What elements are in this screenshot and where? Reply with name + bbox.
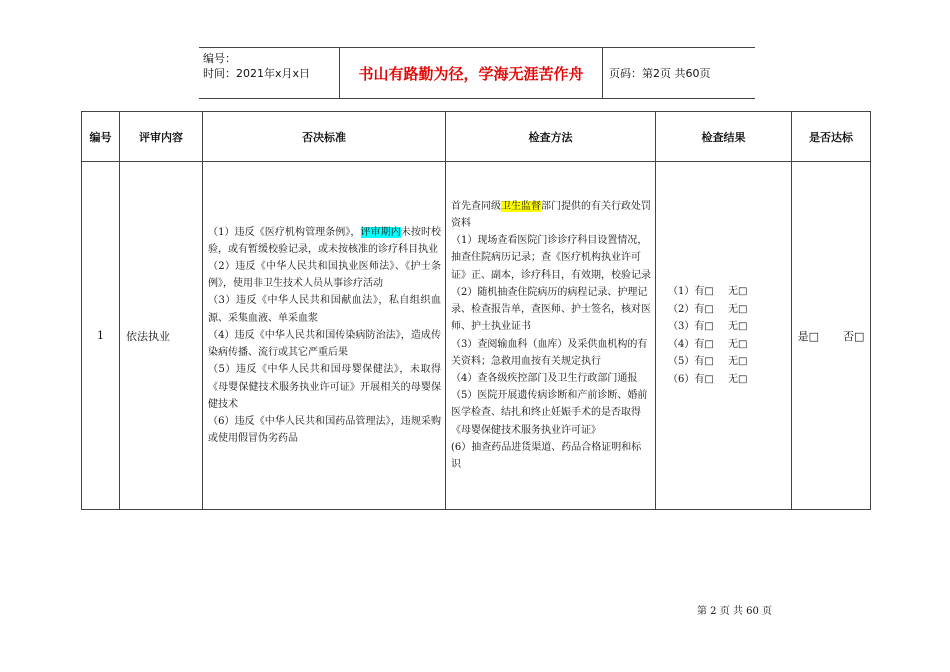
page-header bbox=[199, 47, 755, 99]
result-yes-checkbox[interactable]: （3）有□ bbox=[668, 321, 714, 332]
highlight-cyan: 评审期内 bbox=[360, 226, 401, 238]
pass-cell bbox=[792, 162, 871, 510]
review-table bbox=[81, 111, 871, 510]
header-motto: 书山有路勤为径，学海无涯苦作舟 bbox=[340, 48, 603, 98]
table-header-row bbox=[82, 112, 871, 162]
row-item: 依法执业 bbox=[120, 162, 203, 510]
result-row bbox=[668, 371, 790, 389]
result-row bbox=[668, 283, 790, 301]
highlight-yellow: 卫生监督 bbox=[501, 200, 541, 212]
table-row bbox=[82, 162, 871, 510]
header-number: 编号： bbox=[203, 52, 236, 65]
result-no-checkbox[interactable]: 无□ bbox=[728, 338, 748, 350]
pass-no-checkbox[interactable]: 否□ bbox=[843, 329, 865, 343]
result-no-checkbox[interactable]: 无□ bbox=[728, 321, 748, 332]
veto-item-1: （1）违反《医疗机构管理条例》，评审期内未按时校验，或有暂缓校验记录，或未按核准的诊疗科目执业 bbox=[208, 226, 442, 255]
header-veto-col: 否决标准 bbox=[203, 112, 446, 162]
row-number: 1 bbox=[82, 162, 120, 510]
veto-item-4: （4）违反《中华人民共和国传染病防治法》，造成传染病传播、流行或其它严重后果 bbox=[208, 329, 441, 359]
header-item-col: 评审内容 bbox=[120, 112, 203, 162]
method-intro: 首先查同级卫生监督部门提供的有关行政处罚资料 bbox=[451, 200, 651, 230]
result-yes-checkbox[interactable]: （4）有□ bbox=[668, 338, 714, 350]
header-result-col: 检查结果 bbox=[656, 112, 792, 162]
check-result-cell bbox=[656, 162, 792, 510]
veto-item-6: （6）违反《中华人民共和国药品管理法》，违规采购或使用假冒伪劣药品 bbox=[208, 415, 441, 445]
method-item-6: (6）抽查药品进货渠道、药品合格证明和标识 bbox=[451, 441, 642, 470]
result-yes-checkbox[interactable]: （2）有□ bbox=[668, 303, 714, 315]
veto-item-3: （3）违反《中华人民共和国献血法》，私自组织血源、采集血液、单采血浆 bbox=[208, 295, 441, 324]
veto-item-5: （5）违反《中华人民共和国母婴保健法》，未取得《母婴保健技术服务执业许可证》开展相关的母婴保健技术 bbox=[208, 364, 441, 410]
result-row bbox=[668, 318, 790, 336]
result-yes-checkbox[interactable]: （5）有□ bbox=[668, 356, 714, 367]
method-item-2: （2）随机抽查住院病历的病程记录、护理记录、检查报告单，查医师、护士签名，核对医师、护士执业证书 bbox=[451, 286, 651, 333]
header-pass-col: 是否达标 bbox=[792, 112, 871, 162]
veto-item-2: （2）违反《中华人民共和国执业医师法》、《护士条例》，使用非卫生技术人员从事诊疗活动 bbox=[208, 261, 441, 290]
result-yes-checkbox[interactable]: （1）有□ bbox=[668, 286, 714, 297]
page-footer: 第 2 页 共 60 页 bbox=[697, 606, 772, 617]
result-row bbox=[668, 301, 790, 319]
header-number-col: 编号 bbox=[82, 112, 120, 162]
header-page-number: 页码：第2页 共60页 bbox=[609, 67, 711, 80]
result-no-checkbox[interactable]: 无□ bbox=[728, 373, 748, 385]
result-yes-checkbox[interactable]: （6）有□ bbox=[668, 373, 714, 385]
veto-criteria-cell bbox=[203, 162, 446, 510]
header-method-col: 检查方法 bbox=[446, 112, 656, 162]
pass-yes-checkbox[interactable]: 是□ bbox=[797, 329, 819, 343]
header-meta bbox=[199, 48, 340, 98]
result-row bbox=[668, 336, 790, 354]
method-item-5: （5）医院开展遗传病诊断和产前诊断、婚前医学检查、结扎和终止妊娠手术的是否取得《母婴保健技术服务执业许可证》 bbox=[451, 390, 648, 436]
method-item-1: （1）现场查看医院门诊诊疗科目设置情况，抽查住院病历记录；查《医疗机构执业许可证》正、副本，诊疗科目，有效期，校验记录 bbox=[451, 235, 651, 281]
check-method-cell bbox=[446, 162, 656, 510]
method-item-3: （3）查阅输血科（血库）及采供血机构的有关资料；急救用血按有关规定执行 bbox=[451, 338, 648, 367]
method-item-4: （4）查各级疾控部门及卫生行政部门通报 bbox=[451, 372, 638, 384]
result-no-checkbox[interactable]: 无□ bbox=[728, 356, 748, 367]
header-time: 时间：2021年x月x日 bbox=[203, 67, 311, 80]
result-row bbox=[668, 353, 790, 371]
result-no-checkbox[interactable]: 无□ bbox=[728, 303, 748, 315]
result-no-checkbox[interactable]: 无□ bbox=[728, 286, 748, 297]
